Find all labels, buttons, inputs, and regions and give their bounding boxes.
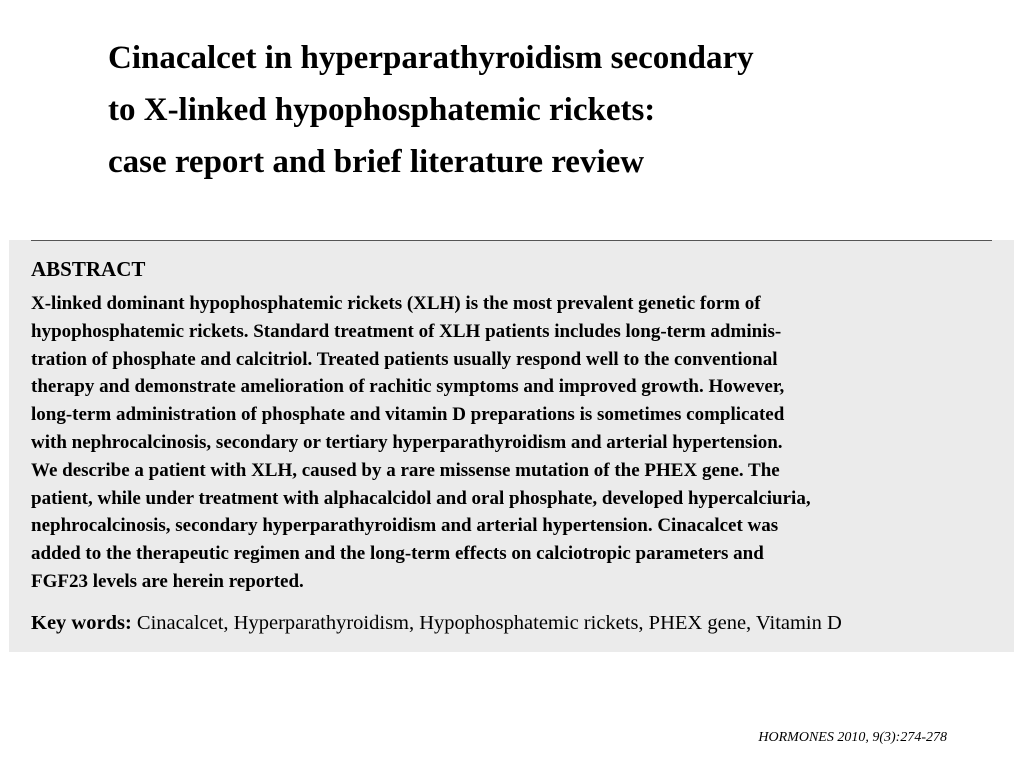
abstract-line: therapy and demonstrate amelioration of rachitic symptoms and improved growth. However, (31, 376, 785, 398)
divider (31, 240, 992, 241)
paper-title (108, 32, 928, 188)
abstract-line: FGF23 levels are herein reported. (31, 570, 304, 592)
abstract-line: long-term administration of phosphate and vitamin D preparations is sometimes complicated (31, 404, 785, 426)
abstract-section (9, 240, 1014, 652)
abstract-body (31, 290, 992, 596)
abstract-line: tration of phosphate and calcitriol. Treated patients usually respond well to the conventional (31, 348, 778, 370)
keywords-text: Cinacalcet, Hyperparathyroidism, Hypophosphatemic rickets, PHEX gene, Vitamin D (131, 612, 842, 634)
journal-citation: HORMONES 2010, 9(3):274-278 (758, 730, 947, 745)
title-line: to X-linked hypophosphatemic rickets: (108, 92, 656, 128)
abstract-line: with nephrocalcinosis, secondary or tertiary hyperparathyroidism and arterial hypertension. (31, 431, 783, 453)
keywords (31, 610, 992, 636)
abstract-line: hypophosphatemic rickets. Standard treatment of XLH patients includes long-term adminis- (31, 320, 782, 342)
abstract-line: X-linked dominant hypophosphatemic rickets (XLH) is the most prevalent genetic form of (31, 293, 761, 314)
abstract-line: added to the therapeutic regimen and the long-term effects on calciotropic parameters and (31, 543, 764, 565)
abstract-line: patient, while under treatment with alphacalcidol and oral phosphate, developed hypercalciuria, (31, 487, 811, 509)
keywords-label: Key words: (31, 612, 132, 634)
abstract-line: We describe a patient with XLH, caused by a rare missense mutation of the PHEX gene. The (31, 459, 780, 481)
title-line: case report and brief literature review (108, 144, 645, 180)
abstract-heading: ABSTRACT (31, 257, 146, 281)
title-line: Cinacalcet in hyperparathyroidism secondary (108, 40, 754, 76)
abstract-line: nephrocalcinosis, secondary hyperparathyroidism and arterial hypertension. Cinacalcet was (31, 515, 779, 537)
